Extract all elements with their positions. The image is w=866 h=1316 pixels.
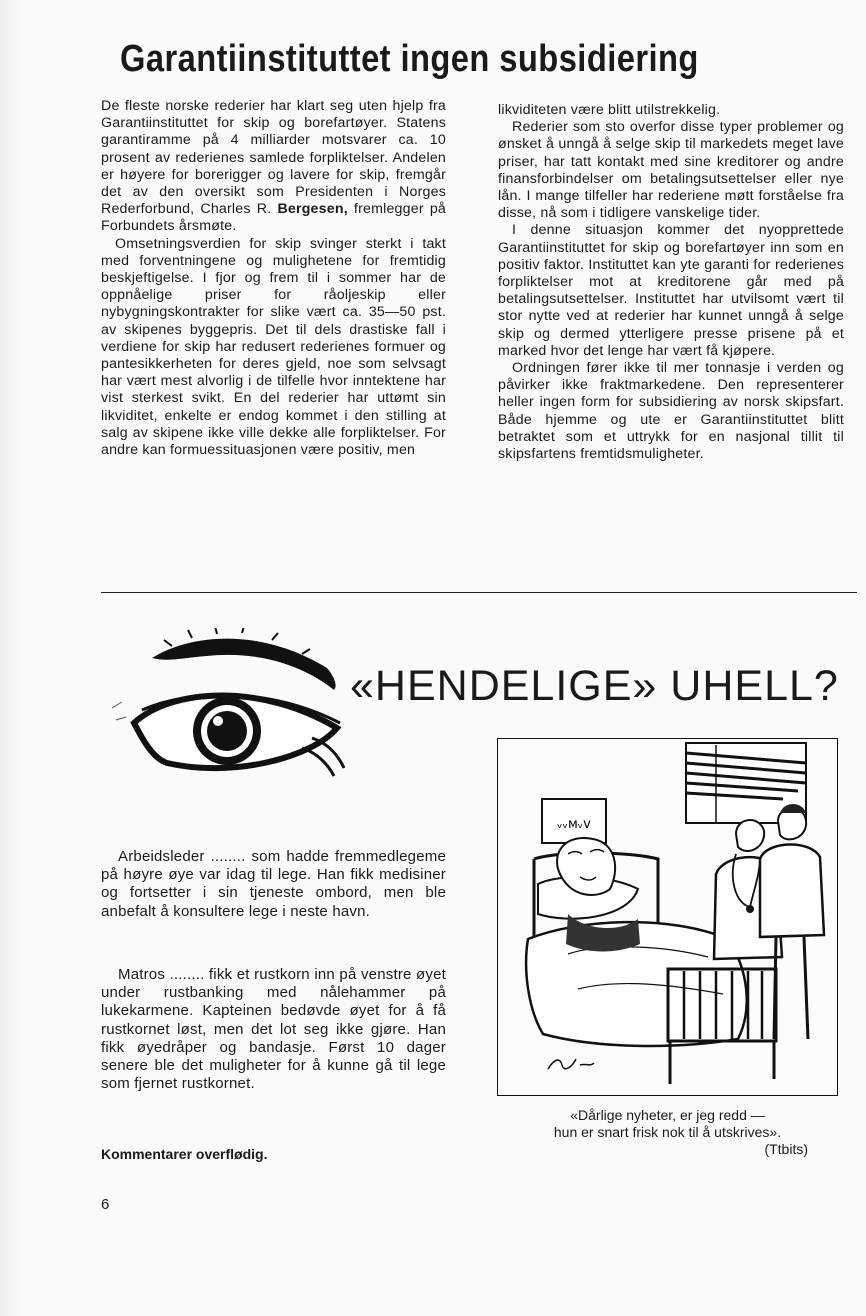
page-edge-shadow [0, 0, 22, 1316]
eye-illustration-icon [112, 628, 348, 778]
article-paragraph: Omsetningsverdien for skip svinger sterkt i takt med forventningene og mulighetene for fremtidig beskjeftigelse. I fjor og frem til i sommer har de oppnåelige priser for råoljeskip eller nybygningskontrakter for slike vært ca. 35—50 pst. av skipenes byggepris. Det til dels drastiske fall i verdiene for skip har redusert rederienes formuer og pantesikkerheten for deres gjeld, noe som selvsagt har vært mest alvorlig i de tilfelle hvor inntektene har vist sterkest svikt. En del rederier har uttømt sin likviditet, enkelte er endog kommet i den stilling at salg av skipene ikke ville dekke alle forpliktelser. For andre kan formuessituasjonen være positiv, men [101, 235, 446, 459]
article-paragraph: likviditeten være blitt utilstrekkelig. [498, 102, 721, 118]
article-paragraph: De fleste norske rederier har klart seg uten hjelp fra Garantiinstituttet for skip og borefartøyer. Statens garantiramme på 4 milliarder motsvarer ca. 10 prosent av rederienes samlede forpliktelser. Andelen er høyere for borerigger og lavere for skip, fremgår det av den oversikt som Presidenten i Norges Rederforbund, Charles R. Bergesen, fremlegger på Forbundets årsmøte. [101, 98, 447, 235]
article-column-left [101, 98, 446, 459]
page-number: 6 [101, 1196, 110, 1213]
article-title: Garantiinstituttet ingen subsidiering [120, 38, 699, 80]
caption-source: (Ttbits) [764, 1141, 808, 1157]
cartoon-frame [497, 738, 838, 1096]
hospital-cartoon-icon [498, 739, 836, 1094]
cartoon-caption: «Dårlige nyheter, er jeg redd — hun er snart frisk nok til å utskrives». (Ttbits) [497, 1107, 838, 1158]
article-paragraph: Ordningen fører ikke til mer tonnasje i verden og påvirker ikke fraktmarkedene. Den representerer heller ingen form for subsidiering av norsk skipsfart. Både hjemme og ute er Garantiinstituttet blitt betraktet som et uttrykk for en nasjonal tillit til skipsfartens fremtidsmuligheter. [498, 360, 844, 463]
name-bold: Bergesen, [277, 201, 348, 218]
incident-report-2: Matros ........ fikk et rustkorn inn på venstre øyet under rustbanking med nålehammer på lukekarmene. Kapteinen bedøvde øyet for å få rustkornet løst, men det lot seg ikke gjøre. Han fikk øyedråper og bandasje. Først 10 dager senere ble det muligheter for å kunne gå til lege som fjernet rustkornet. [101, 966, 446, 1093]
article-column-right [498, 102, 844, 463]
wall-chart-text: ᵥᵥᴍᵥᴠ [557, 817, 591, 832]
feature-headline: «HENDELIGE» UHELL? [350, 662, 839, 710]
comment-line: Kommentarer overflødig. [101, 1146, 268, 1162]
section-divider [101, 592, 857, 593]
incident-report-1: Arbeidsleder ........ som hadde fremmedlegeme på høyre øye var idag til lege. Han fikk medisiner og fortsetter i sin tjeneste ombord, men ble anbefalt å konsultere lege i neste havn. [101, 848, 446, 920]
article-paragraph: I denne situasjon kommer det nyopprettede Garantiinstituttet for skip og borefartøyer inn som en positiv faktor. Instituttet kan yte garanti for rederienes forpliktelser mot at kreditorene går med på betalingsutsettelser. Instituttet har utvilsomt vært til stor nytte ved at rederier har kunnet unngå å selge skip og dermed ytterligere presse prisene på et marked hvor det lenge har vært få kjøpere. [498, 222, 844, 359]
article-paragraph: Rederier som sto overfor disse typer problemer og ønsket å unngå å selge skip til markedets meget lave priser, har tatt kontakt med sine kreditorer og andre finansforbindelser om betalingsutsettelser eller nye lån. I mange tilfeller har rederiene møtt forståelse fra disse, nå som i tidligere vanskelige tider. [498, 119, 844, 222]
